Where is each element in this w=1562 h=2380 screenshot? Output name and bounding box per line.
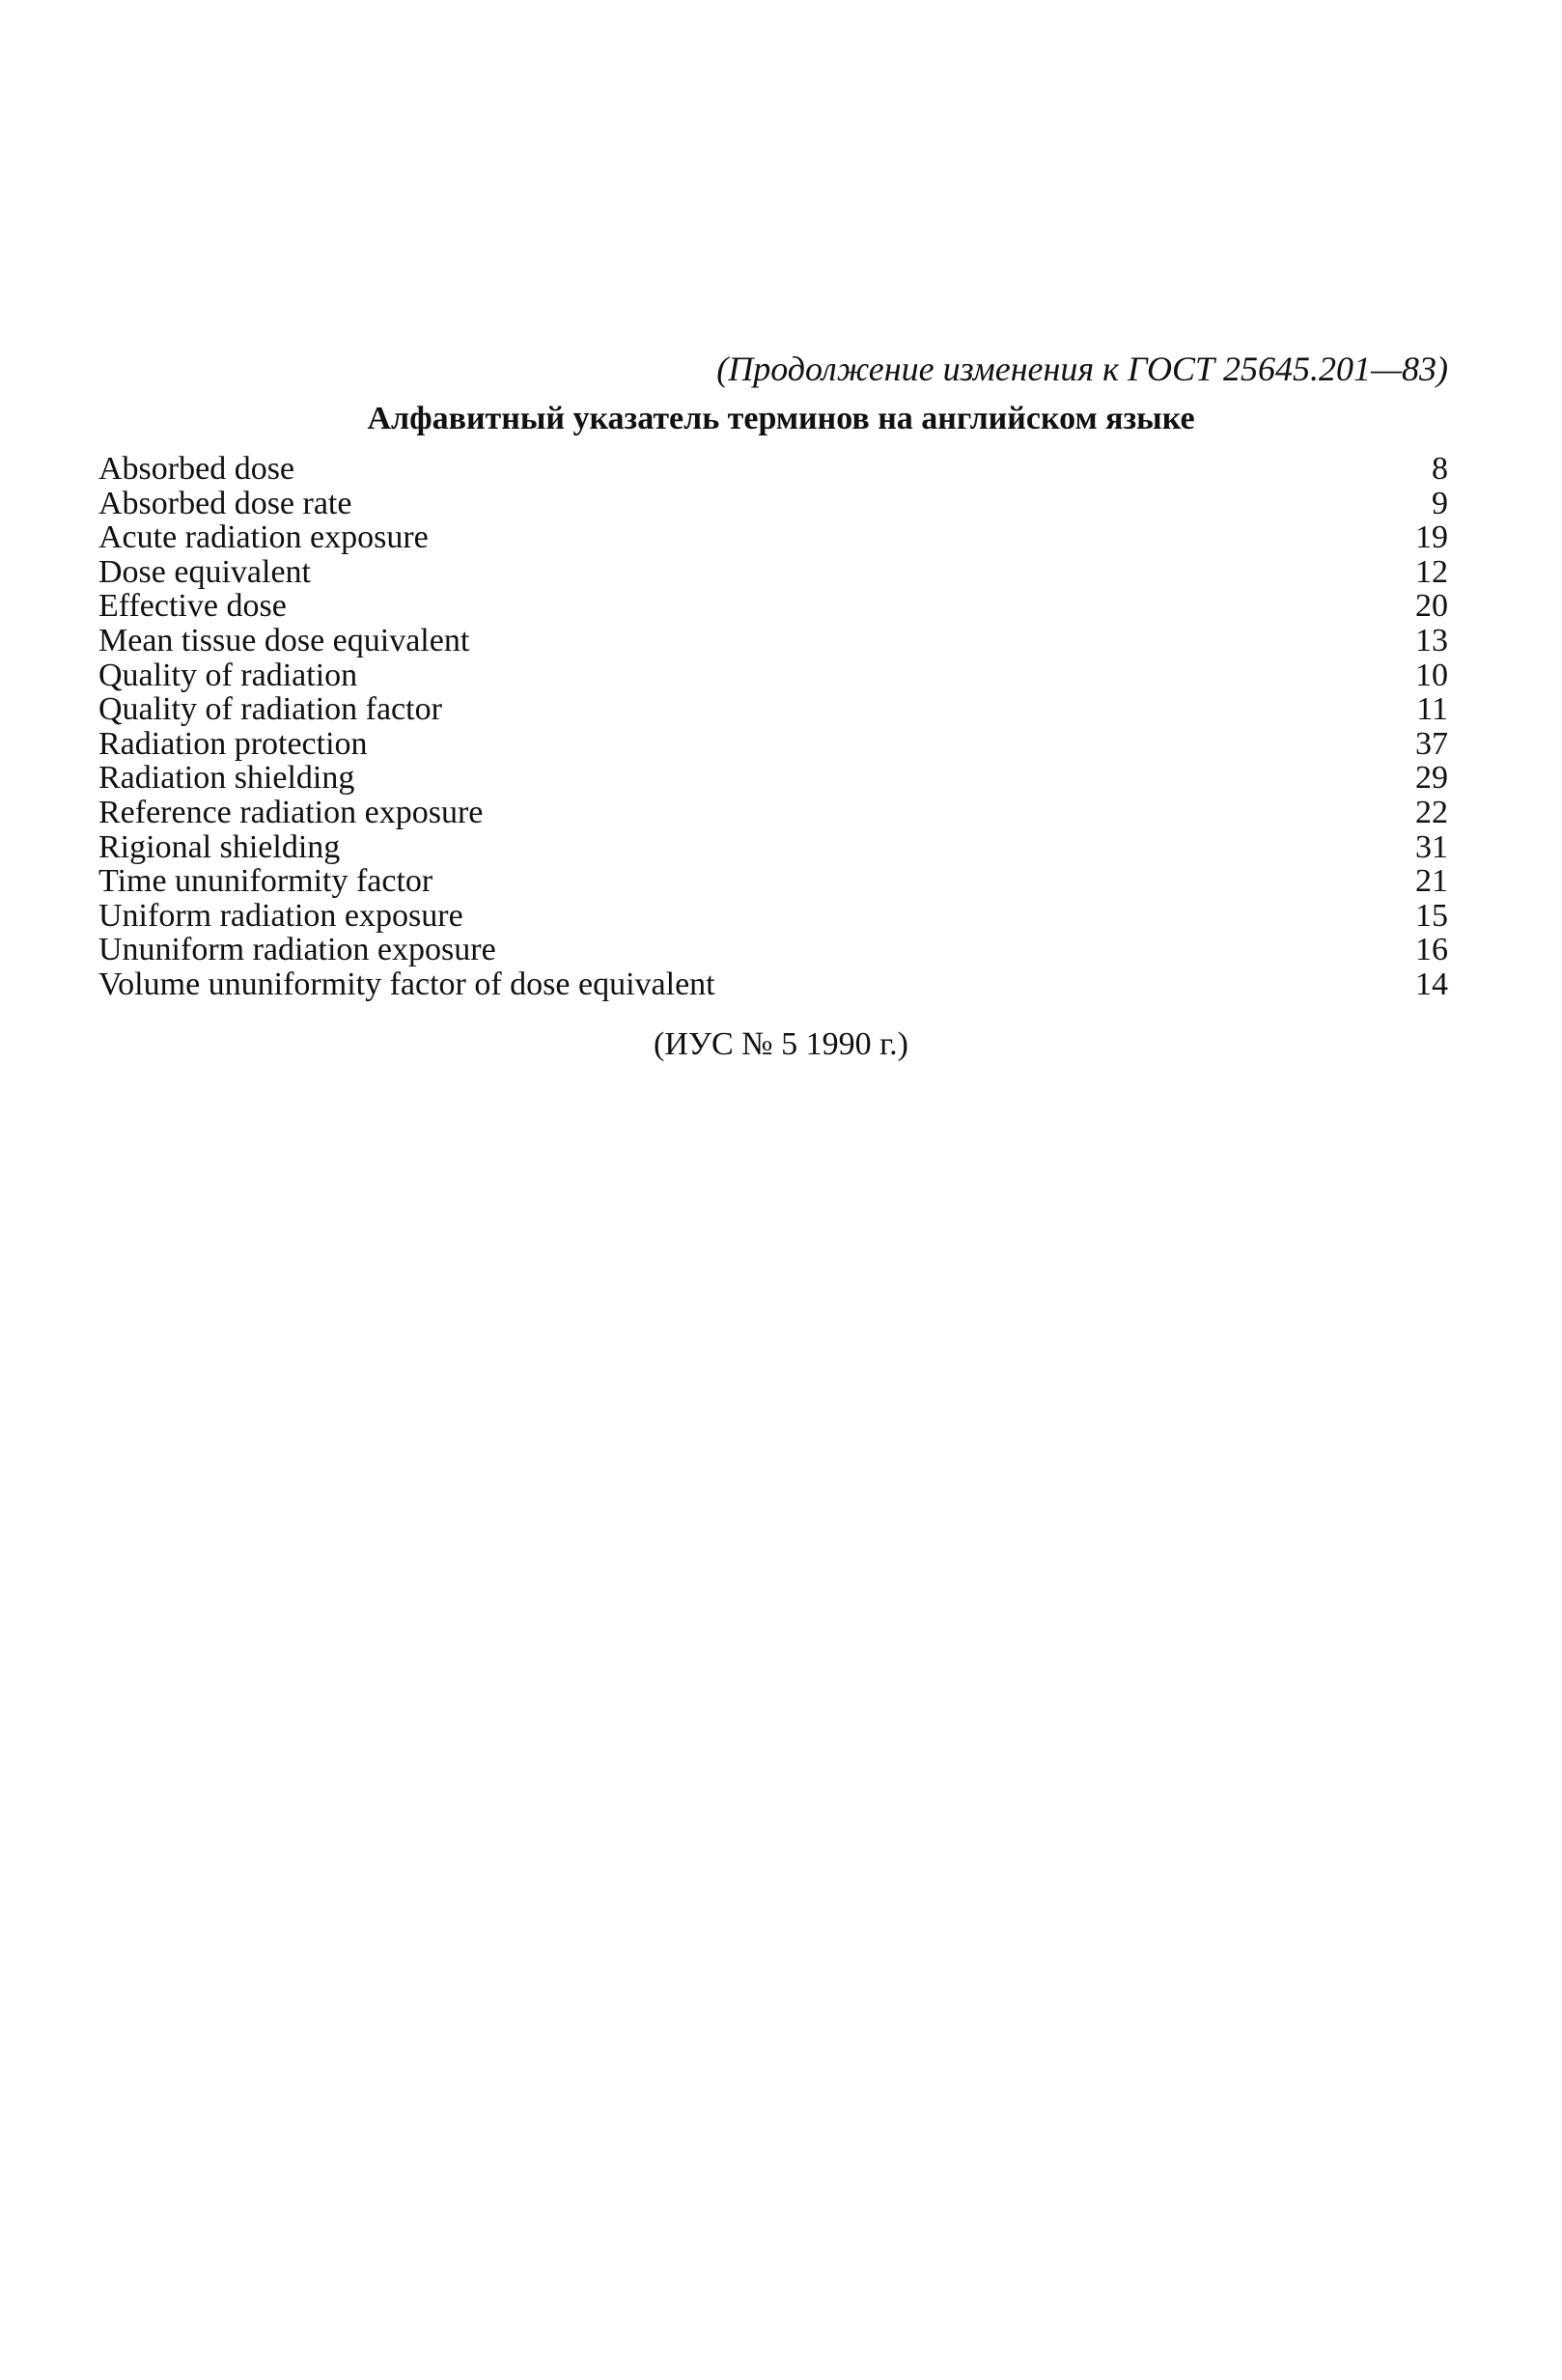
index-title: Алфавитный указатель терминов на английском языке	[367, 401, 1195, 436]
index-entry	[98, 658, 1448, 693]
index-number: 31	[1415, 828, 1448, 865]
index-number: 20	[1415, 588, 1448, 625]
index-entry	[98, 692, 1448, 727]
index-entry	[98, 933, 1448, 967]
index-entry	[98, 624, 1448, 658]
index-number: 19	[1415, 519, 1448, 556]
index-entry	[98, 761, 1448, 796]
index-number: 8	[1432, 451, 1448, 487]
index-entry	[98, 830, 1448, 865]
index-term: Ununiform radiation exposure	[98, 932, 496, 968]
index-entry	[98, 864, 1448, 899]
index-entry	[98, 487, 1448, 521]
index-entry	[98, 796, 1448, 830]
continuation-note: (Продолжение изменения к ГОСТ 25645.201—83)	[716, 350, 1448, 388]
index-number: 12	[1415, 553, 1448, 590]
index-number: 11	[1416, 691, 1448, 728]
index-term: Acute radiation exposure	[98, 519, 429, 556]
index-term: Dose equivalent	[98, 553, 311, 590]
index-number: 9	[1432, 485, 1448, 521]
index-term: Time ununiformity factor	[98, 863, 433, 900]
index-number: 15	[1415, 897, 1448, 934]
index-number: 37	[1415, 725, 1448, 762]
index-number: 21	[1415, 863, 1448, 900]
index-entry	[98, 520, 1448, 555]
index-number: 10	[1415, 657, 1448, 693]
index-term: Quality of radiation factor	[98, 691, 442, 728]
index-term: Mean tissue dose equivalent	[98, 622, 470, 658]
index-term: Radiation shielding	[98, 760, 355, 797]
index-term: Absorbed dose rate	[98, 485, 352, 521]
index-entry	[98, 727, 1448, 762]
index-entry	[98, 589, 1448, 624]
index-term: Rigional shielding	[98, 828, 341, 865]
index-number: 13	[1415, 622, 1448, 658]
index-term: Uniform radiation exposure	[98, 897, 463, 934]
index-entry	[98, 899, 1448, 934]
index-entry	[98, 967, 1448, 1002]
index-term: Quality of radiation	[98, 657, 358, 693]
index-term: Radiation protection	[98, 725, 368, 762]
index-term: Absorbed dose	[98, 451, 295, 487]
index-number: 22	[1415, 794, 1448, 830]
index-term: Volume ununiformity factor of dose equivalent	[98, 966, 715, 1002]
term-index-list	[98, 452, 1448, 1002]
source-note: (ИУС № 5 1990 г.)	[654, 1026, 908, 1062]
index-term: Effective dose	[98, 588, 287, 625]
index-entry	[98, 555, 1448, 590]
index-number: 14	[1415, 966, 1448, 1002]
index-term: Reference radiation exposure	[98, 794, 484, 830]
index-number: 29	[1415, 760, 1448, 797]
index-entry	[98, 452, 1448, 487]
index-number: 16	[1415, 932, 1448, 968]
